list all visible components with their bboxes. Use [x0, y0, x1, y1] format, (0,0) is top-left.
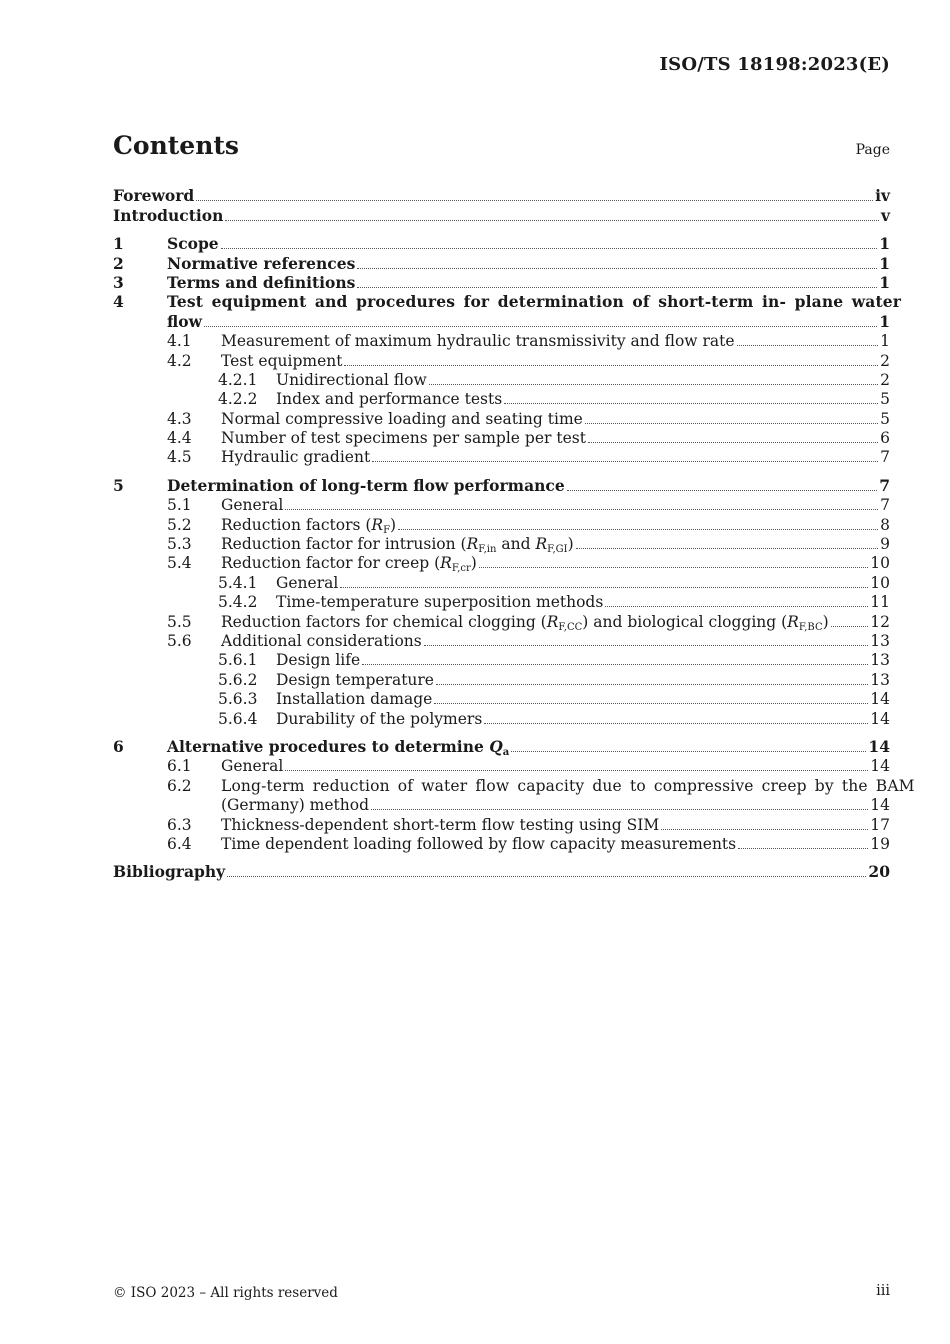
toc-entry-label: Introduction [113, 205, 224, 225]
toc-entry-number: 5.2 [167, 515, 192, 534]
symbol: R [371, 515, 384, 534]
toc-entry-number: 4.5 [167, 448, 192, 467]
toc-entry-label: Normal compressive loading and seating time [221, 409, 583, 428]
toc-leader-dots [429, 384, 878, 385]
toc-entry-number: 4.4 [167, 429, 192, 448]
toc-leader-dots [357, 287, 877, 288]
toc-entry-page: 5 [880, 390, 890, 409]
toc-entry[interactable] [113, 708, 890, 727]
toc-entry-page: 20 [868, 862, 890, 882]
symbol: R [440, 554, 452, 573]
toc-entry-page: 1 [879, 253, 890, 273]
toc-entry-page: 7 [880, 448, 890, 467]
toc-entry-page: v [880, 205, 890, 225]
toc-entry-number: 2 [113, 253, 124, 273]
toc-entry-label: Scope [167, 234, 219, 254]
toc-entry-label: General [276, 573, 339, 592]
toc-entry-label [221, 535, 574, 556]
toc-entry-number: 6 [113, 736, 124, 756]
toc-entry-label-continued: (Germany) method [221, 796, 369, 815]
toc-entry[interactable] [113, 350, 890, 369]
toc-entry-label [221, 613, 829, 631]
toc-entry-label: Design life [276, 651, 361, 670]
toc-entry-label [221, 516, 396, 534]
toc-entry-page: iv [875, 186, 890, 206]
toc-leader-dots [737, 345, 879, 346]
toc-entry-label: Unidirectional flow [276, 370, 427, 389]
toc-leader-dots [585, 423, 878, 424]
toc-entry-label: General [221, 496, 284, 515]
toc-entry-label: Terms and definitions [167, 272, 356, 292]
toc-leader-dots [661, 829, 868, 830]
toc-entry-number: 5.4 [167, 554, 192, 573]
toc-leader-dots [831, 626, 869, 627]
toc-leader-dots [738, 848, 868, 849]
toc-leader-dots [511, 751, 866, 752]
toc-entry[interactable] [113, 553, 890, 575]
toc-leader-dots [576, 548, 878, 549]
toc-entry-label: Normative references [167, 253, 356, 273]
toc-entry-page: 6 [880, 429, 890, 448]
toc-entry-page: 11 [870, 593, 890, 612]
toc-entry-page: 1 [880, 332, 890, 351]
toc-entry-page: 2 [880, 370, 890, 389]
label-text: ) and biological clogging ( [582, 612, 788, 631]
toc-leader-dots [221, 248, 878, 249]
symbol: R [535, 535, 548, 554]
toc-entry-label: Measurement of maximum hydraulic transmissivity and flow rate [221, 332, 735, 351]
toc-entry-number: 4.3 [167, 409, 192, 428]
toc-entry[interactable] [113, 669, 890, 688]
toc-entry[interactable] [113, 389, 890, 408]
toc-entry[interactable] [113, 611, 890, 633]
toc-entry-label [167, 737, 509, 756]
toc-entry-label: Time-temperature superposition methods [276, 593, 604, 612]
copyright-footer: © ISO 2023 – All rights reserved [113, 1285, 338, 1301]
toc-entry-number: 4.2.1 [218, 370, 258, 389]
toc-entry[interactable] [113, 534, 890, 556]
toc-entry-page: 1 [879, 272, 890, 292]
toc-entry-page: 13 [870, 670, 890, 689]
toc-entry-page: 12 [870, 612, 890, 631]
toc-entry-label: Test equipment and procedures for determination of short-term in- plane water [167, 292, 902, 312]
document-id: ISO/TS 18198:2023(E) [659, 54, 890, 75]
toc-entry[interactable] [113, 292, 902, 331]
toc-entry-number: 5.6.2 [218, 670, 258, 689]
label-text: Reduction factors ( [221, 515, 372, 534]
toc-entry[interactable] [113, 814, 890, 833]
symbol-subscript: F,GI [547, 544, 568, 556]
toc-entry[interactable] [113, 862, 890, 881]
toc-entry-number: 5.6.4 [218, 709, 258, 728]
toc-entry[interactable] [113, 447, 890, 466]
toc-leader-dots [204, 326, 877, 327]
label-text: ) [822, 612, 829, 631]
toc-entry[interactable] [113, 514, 890, 536]
toc-entry-label: Thickness-dependent short-term flow testing using SIM [221, 815, 660, 834]
toc-entry-page: 10 [870, 554, 890, 573]
toc-entry-page: 13 [870, 651, 890, 670]
toc-leader-dots [484, 723, 868, 724]
toc-entry-number: 6.3 [167, 815, 192, 834]
toc-entry-label: Foreword [113, 186, 195, 206]
toc-entry-page: 14 [868, 736, 890, 756]
toc-leader-dots [285, 509, 878, 510]
toc-entry-page: 10 [870, 573, 890, 592]
toc-entry-label: Test equipment [221, 351, 343, 370]
toc-leader-dots [196, 200, 873, 201]
toc-entry-number: 6.2 [167, 776, 192, 795]
toc-entry-page: 14 [870, 709, 890, 728]
toc-entry-page: 14 [870, 690, 890, 709]
page-column-label: Page [855, 142, 890, 158]
label-text: ) [567, 535, 574, 554]
toc-leader-dots [567, 490, 878, 491]
toc-leader-dots [372, 461, 878, 462]
toc-entry-number: 5.1 [167, 496, 192, 515]
symbol-subscript: F,CC [558, 621, 583, 633]
toc-leader-dots [605, 606, 868, 607]
toc-leader-dots [398, 529, 878, 530]
toc-entry-page: 8 [880, 515, 890, 534]
symbol-subscript: F,cr [451, 563, 471, 575]
toc-leader-dots [362, 664, 868, 665]
toc-entry-page: 9 [880, 535, 890, 554]
toc-entry-page: 7 [879, 475, 890, 495]
toc-entry-page: 1 [879, 234, 890, 254]
label-text: and [496, 535, 536, 554]
toc-entry-label: Time dependent loading followed by flow capacity measurements [221, 834, 737, 853]
toc-entry[interactable] [113, 273, 890, 292]
toc-entry-number: 4 [113, 292, 124, 312]
toc-entry-label: General [221, 757, 284, 776]
toc-entry-number: 5.6.3 [218, 690, 258, 709]
toc-entry-number: 5 [113, 475, 124, 495]
toc-entry[interactable] [113, 370, 890, 389]
toc-entry-page: 13 [870, 631, 890, 650]
toc-leader-dots [225, 220, 879, 221]
toc-leader-dots [371, 809, 868, 810]
toc-entry-number: 5.4.1 [218, 573, 258, 592]
toc-entry-number: 5.4.2 [218, 593, 258, 612]
toc-leader-dots [340, 587, 868, 588]
symbol: R [787, 612, 799, 631]
toc-leader-dots [227, 876, 866, 877]
toc-entry-number: 4.2.2 [218, 390, 258, 409]
toc-entry-page: 14 [870, 757, 890, 776]
toc-entry-number: 1 [113, 234, 124, 254]
toc-entry-label: Number of test specimens per sample per test [221, 429, 586, 448]
table-of-contents [113, 186, 915, 882]
label-text: Alternative procedures to determine [167, 736, 490, 756]
page-number: iii [876, 1283, 890, 1299]
toc-leader-dots [357, 268, 877, 269]
symbol-subscript: F,BC [798, 621, 823, 633]
toc-entry-page: 2 [880, 351, 890, 370]
toc-leader-dots [434, 703, 868, 704]
label-text: Reduction factor for intrusion ( [221, 535, 467, 554]
toc-entry[interactable] [113, 592, 890, 611]
symbol: R [466, 535, 479, 554]
toc-entry-label: Additional considerations [221, 631, 422, 650]
toc-leader-dots [436, 684, 868, 685]
label-text: ) [470, 554, 477, 573]
toc-entry[interactable] [113, 689, 890, 708]
symbol-subscript: F,in [478, 544, 497, 556]
toc-leader-dots [479, 567, 868, 568]
toc-entry-page: 14 [870, 796, 890, 815]
toc-entry-number: 5.6.1 [218, 651, 258, 670]
toc-entry-label-continued: flow [167, 311, 202, 331]
toc-entry[interactable] [113, 737, 890, 756]
toc-entry[interactable] [113, 205, 890, 224]
toc-leader-dots [504, 403, 878, 404]
toc-entry-number: 6.4 [167, 834, 192, 853]
toc-entry[interactable] [113, 475, 890, 494]
toc-entry-number: 5.3 [167, 535, 192, 554]
toc-entry-label: Bibliography [113, 862, 226, 882]
toc-entry-page: 17 [870, 815, 890, 834]
toc-entry-number: 6.1 [167, 757, 192, 776]
toc-entry-number: 4.2 [167, 351, 192, 370]
toc-entry-number: 5.6 [167, 631, 192, 650]
toc-leader-dots [424, 645, 869, 646]
toc-leader-dots [588, 442, 878, 443]
toc-entry-label: Design temperature [276, 670, 434, 689]
page-title: Contents [113, 131, 240, 160]
toc-entry-number: 4.1 [167, 332, 192, 351]
toc-entry-page: 19 [870, 834, 890, 853]
toc-entry[interactable] [113, 428, 890, 447]
toc-entry[interactable] [113, 756, 890, 775]
toc-entry[interactable] [113, 834, 890, 853]
toc-leader-dots [285, 770, 868, 771]
toc-entry[interactable] [113, 331, 890, 350]
toc-entry[interactable] [113, 495, 890, 514]
toc-entry-number: 3 [113, 272, 124, 292]
toc-entry-label: Long-term reduction of water flow capacity due to compressive creep by the BAM [221, 776, 915, 795]
toc-entry[interactable] [113, 572, 890, 591]
symbol-subscript: a [502, 746, 510, 758]
symbol: Q [489, 736, 503, 756]
label-text: ) [390, 515, 397, 534]
symbol-subscript: F [383, 524, 391, 536]
symbol: R [546, 612, 559, 631]
toc-entry[interactable] [113, 650, 890, 669]
toc-entry-page: 1 [879, 311, 890, 331]
toc-entry-page: 7 [880, 496, 890, 515]
toc-entry[interactable] [113, 234, 890, 253]
label-text: Reduction factor for creep ( [221, 554, 441, 573]
toc-entry-page: 5 [880, 409, 890, 428]
toc-entry-label [221, 554, 477, 575]
toc-entry[interactable] [113, 186, 890, 205]
toc-leader-dots [344, 365, 878, 366]
toc-entry[interactable] [113, 775, 915, 815]
toc-entry[interactable] [113, 253, 890, 272]
toc-entry[interactable] [113, 631, 890, 650]
toc-entry-label: Index and performance tests [276, 390, 503, 409]
toc-entry-label: Durability of the polymers [276, 709, 483, 728]
toc-entry-number: 5.5 [167, 612, 192, 631]
toc-entry-label: Determination of long-term flow performance [167, 475, 565, 495]
toc-entry-label: Installation damage [276, 690, 433, 709]
label-text: Reduction factors for chemical clogging ( [221, 612, 547, 631]
toc-entry[interactable] [113, 408, 890, 427]
toc-entry-label: Hydraulic gradient [221, 448, 371, 467]
